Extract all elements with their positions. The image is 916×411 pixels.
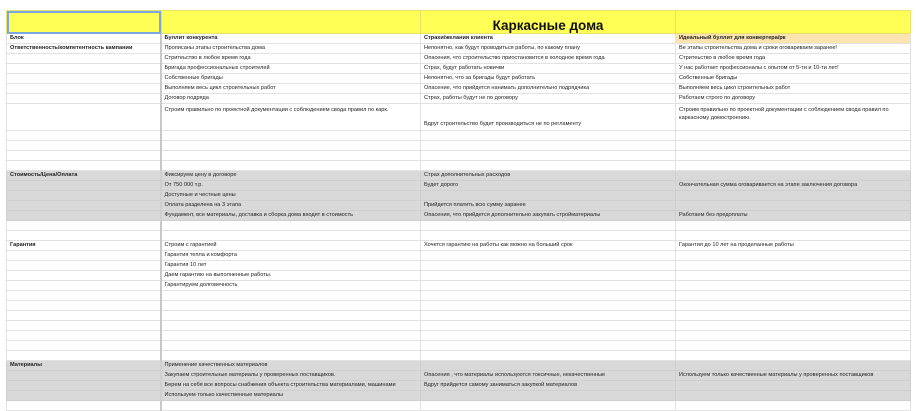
cell[interactable] xyxy=(161,401,421,411)
ideal-cell[interactable]: Строим правильно по проектной документации с соблюдением свода правил по каркасному домостроению. xyxy=(676,104,911,131)
empty-row xyxy=(7,401,911,411)
empty-row xyxy=(7,341,911,351)
empty-row xyxy=(7,231,911,241)
cell[interactable] xyxy=(7,401,161,411)
competitor-cell[interactable]: Используем только качественные материалы xyxy=(161,391,421,401)
empty-row xyxy=(7,311,911,321)
table-row xyxy=(7,381,911,391)
table-row xyxy=(7,211,911,221)
ideal-cell[interactable] xyxy=(676,271,911,281)
empty-row xyxy=(7,321,911,331)
empty-row xyxy=(7,291,911,301)
cell[interactable] xyxy=(676,341,911,351)
sheet-title[interactable]: Каркасные дома xyxy=(421,11,676,34)
competitor-cell[interactable]: Гарантия тепла и комфорта xyxy=(161,251,421,261)
table-row xyxy=(7,44,911,54)
ideal-cell[interactable]: Стритеьство в любое время года xyxy=(676,54,911,64)
cell[interactable] xyxy=(7,74,161,84)
cell[interactable] xyxy=(676,161,911,171)
competitor-cell[interactable]: Стритеьство в любое время года xyxy=(161,54,421,64)
fears-cell[interactable] xyxy=(421,191,676,201)
spreadsheet xyxy=(6,10,910,411)
table-row xyxy=(7,261,911,271)
competitor-cell[interactable]: Строим с гарантией xyxy=(161,241,421,251)
ideal-cell[interactable] xyxy=(676,201,911,211)
cell[interactable] xyxy=(676,11,911,34)
competitor-cell[interactable]: Договор подряда xyxy=(161,94,421,104)
spreadsheet-grid xyxy=(6,10,911,411)
cell[interactable] xyxy=(7,251,161,261)
competitor-cell[interactable]: Применение качественных материалов xyxy=(161,361,421,371)
section-name[interactable]: Стоимость/Цена/Оплата xyxy=(7,171,161,181)
cell[interactable] xyxy=(676,331,911,341)
cell[interactable] xyxy=(421,321,676,331)
cell[interactable] xyxy=(676,351,911,361)
table-row xyxy=(7,191,911,201)
cell[interactable] xyxy=(161,351,421,361)
empty-row xyxy=(7,351,911,361)
cell[interactable] xyxy=(161,301,421,311)
fears-cell[interactable]: Прийдется платить всю сумму заранее xyxy=(421,201,676,211)
ideal-cell[interactable]: Используем только качественные материалы у проверенных поставщиков xyxy=(676,371,911,381)
cell[interactable] xyxy=(7,84,161,94)
title-row xyxy=(7,11,911,34)
ideal-cell[interactable]: У нас работает профессионалы с опытом от 5-ти и 10-ти лет! xyxy=(676,64,911,74)
fears-cell[interactable]: Вдруг строительство будет производиться не по регламенту xyxy=(421,104,676,131)
fears-cell[interactable]: Страх дополнительных расходов xyxy=(421,171,676,181)
cell[interactable] xyxy=(7,64,161,74)
ideal-cell[interactable] xyxy=(676,261,911,271)
competitor-cell[interactable]: Фиксируем цену в договоре xyxy=(161,171,421,181)
cell[interactable] xyxy=(421,331,676,341)
cell[interactable] xyxy=(421,291,676,301)
ideal-cell[interactable] xyxy=(676,191,911,201)
competitor-cell[interactable]: Строим правильно по проектной документации с соблюдением свода правил по карк. xyxy=(161,104,421,131)
cell[interactable] xyxy=(7,391,161,401)
ideal-cell[interactable]: Выполняем весь цикл строительных работ xyxy=(676,84,911,94)
header-fears[interactable]: Страхи/желания клиента xyxy=(421,34,676,44)
ideal-cell[interactable]: Гарантия до 10 лет на проделанные работы xyxy=(676,241,911,251)
table-row xyxy=(7,281,911,291)
fears-cell[interactable]: Будет дорого xyxy=(421,181,676,191)
cell[interactable] xyxy=(161,321,421,331)
cell[interactable] xyxy=(7,271,161,281)
cell[interactable] xyxy=(421,231,676,241)
header-competitor[interactable]: Буллит конкурента xyxy=(161,34,421,44)
table-row xyxy=(7,181,911,191)
section-name[interactable]: Гарантия xyxy=(7,241,161,251)
cell[interactable] xyxy=(7,321,161,331)
cell[interactable] xyxy=(7,331,161,341)
empty-row xyxy=(7,161,911,171)
cell[interactable] xyxy=(7,351,161,361)
section-name[interactable]: Ответственность/компетентность кампании xyxy=(7,44,161,54)
cell[interactable] xyxy=(676,151,911,161)
section-name[interactable]: Материалы xyxy=(7,361,161,371)
cell[interactable] xyxy=(161,141,421,151)
cell[interactable] xyxy=(7,131,161,141)
competitor-cell[interactable]: Фундамент, все материалы, доставка и сборка дома входят в стоимость xyxy=(161,211,421,221)
ideal-cell[interactable] xyxy=(676,391,911,401)
ideal-cell[interactable] xyxy=(676,361,911,371)
cell[interactable] xyxy=(676,131,911,141)
ideal-cell[interactable]: Ве этапы строительства дома и сроки оговариваем заранее! xyxy=(676,44,911,54)
cell[interactable] xyxy=(161,231,421,241)
table-row xyxy=(7,251,911,261)
fears-cell[interactable] xyxy=(421,361,676,371)
competitor-cell[interactable]: Прописаны этапы строительства дома xyxy=(161,44,421,54)
fears-cell[interactable]: Опасения, что строительство приостановится в холодное время года xyxy=(421,54,676,64)
competitor-cell[interactable]: Берем на себя все вопросы снабжения объекта строительства материалами, машинами xyxy=(161,381,421,391)
competitor-cell[interactable]: Бригада профессиональных строителей xyxy=(161,64,421,74)
cell[interactable] xyxy=(676,141,911,151)
cell[interactable] xyxy=(7,54,161,64)
table-row xyxy=(7,94,911,104)
cell[interactable] xyxy=(421,221,676,231)
cell[interactable] xyxy=(161,311,421,321)
cell[interactable] xyxy=(421,151,676,161)
empty-row xyxy=(7,221,911,231)
cell[interactable] xyxy=(161,161,421,171)
cell[interactable] xyxy=(161,11,421,34)
competitor-cell[interactable]: Гарантируем долговечность xyxy=(161,281,421,291)
header-ideal[interactable]: Идеальный буллит для конвертера/рк xyxy=(676,34,911,44)
cell[interactable] xyxy=(7,161,161,171)
cell[interactable] xyxy=(161,131,421,141)
table-row xyxy=(7,391,911,401)
ideal-cell[interactable]: Работаем без предоплаты xyxy=(676,211,911,221)
fears-cell[interactable]: Страх, работы будут не по договору xyxy=(421,94,676,104)
cell[interactable] xyxy=(161,151,421,161)
fears-cell[interactable]: Опасение, что прийдется нанимать дополнительно подрядчика xyxy=(421,84,676,94)
table-row xyxy=(7,54,911,64)
empty-row xyxy=(7,151,911,161)
cell[interactable] xyxy=(7,141,161,151)
cell[interactable] xyxy=(7,221,161,231)
table-row xyxy=(7,104,911,131)
fears-cell[interactable]: Страх, будут работать новички xyxy=(421,64,676,74)
cell[interactable] xyxy=(676,231,911,241)
competitor-cell[interactable]: Гарантия 10 лет xyxy=(161,261,421,271)
table-row xyxy=(7,371,911,381)
cell[interactable] xyxy=(7,191,161,201)
empty-row xyxy=(7,331,911,341)
cell[interactable] xyxy=(7,311,161,321)
table-row xyxy=(7,241,911,251)
cell[interactable] xyxy=(7,291,161,301)
table-row xyxy=(7,271,911,281)
fears-cell[interactable]: Непонятно, как будут проводиться работы, по какому плану xyxy=(421,44,676,54)
ideal-cell[interactable] xyxy=(676,251,911,261)
competitor-cell[interactable]: Даем гарантию на выполненные работы. xyxy=(161,271,421,281)
fears-cell[interactable]: Непонятно, что за бригады будут работать xyxy=(421,74,676,84)
empty-row xyxy=(7,141,911,151)
cell[interactable] xyxy=(161,331,421,341)
cell[interactable] xyxy=(676,221,911,231)
fears-cell[interactable]: Опасения , что материалы используются токсичные, некачественные xyxy=(421,371,676,381)
table-row xyxy=(7,201,911,211)
ideal-cell[interactable]: Окончательная сумма оговаривается на этапе заключения договора xyxy=(676,181,911,191)
selected-cell[interactable] xyxy=(7,11,161,34)
cell[interactable] xyxy=(7,201,161,211)
fears-cell[interactable]: Хочется гарантию на работы как можно на больший срок xyxy=(421,241,676,251)
cell[interactable] xyxy=(7,261,161,271)
cell[interactable] xyxy=(421,161,676,171)
ideal-cell[interactable]: Работаем строго по договору xyxy=(676,94,911,104)
fears-cell[interactable]: Опасения, что прийдется дополнительно закупать стройматериалы xyxy=(421,211,676,221)
ideal-cell[interactable]: Собственные бригады xyxy=(676,74,911,84)
cell[interactable] xyxy=(421,141,676,151)
fears-cell[interactable] xyxy=(421,251,676,261)
fears-cell[interactable] xyxy=(421,391,676,401)
cell[interactable] xyxy=(421,341,676,351)
competitor-cell[interactable]: Закупаем строительные материалы у проверенных поставщиков. xyxy=(161,371,421,381)
empty-row xyxy=(7,131,911,141)
cell[interactable] xyxy=(7,151,161,161)
ideal-cell[interactable] xyxy=(676,171,911,181)
empty-row xyxy=(7,301,911,311)
cell[interactable] xyxy=(7,104,161,131)
cell[interactable] xyxy=(161,341,421,351)
cell[interactable] xyxy=(7,181,161,191)
cell[interactable] xyxy=(7,371,161,381)
ideal-cell[interactable] xyxy=(676,281,911,291)
table-row xyxy=(7,64,911,74)
fears-cell[interactable] xyxy=(421,271,676,281)
cell[interactable] xyxy=(676,311,911,321)
cell[interactable] xyxy=(161,221,421,231)
fears-cell[interactable] xyxy=(421,261,676,271)
table-row xyxy=(7,74,911,84)
cell[interactable] xyxy=(7,281,161,291)
cell[interactable] xyxy=(7,94,161,104)
ideal-cell[interactable] xyxy=(676,381,911,391)
cell[interactable] xyxy=(676,401,911,411)
header-row xyxy=(7,34,911,44)
cell[interactable] xyxy=(7,381,161,391)
cell[interactable] xyxy=(421,301,676,311)
cell[interactable] xyxy=(7,301,161,311)
table-row xyxy=(7,361,911,371)
cell[interactable] xyxy=(676,301,911,311)
header-block[interactable]: Блок xyxy=(7,34,161,44)
cell[interactable] xyxy=(7,231,161,241)
competitor-cell[interactable]: Оплата разделена на 3 этапа xyxy=(161,201,421,211)
competitor-cell[interactable]: Собственные бригады xyxy=(161,74,421,84)
cell[interactable] xyxy=(421,131,676,141)
competitor-cell[interactable]: От 750 000 т.р. xyxy=(161,181,421,191)
cell[interactable] xyxy=(7,211,161,221)
table-row xyxy=(7,171,911,181)
competitor-cell[interactable]: Доступные и честные цены xyxy=(161,191,421,201)
cell[interactable] xyxy=(676,291,911,301)
cell[interactable] xyxy=(421,311,676,321)
table-row xyxy=(7,84,911,94)
cell[interactable] xyxy=(421,351,676,361)
fears-cell[interactable] xyxy=(421,281,676,291)
cell[interactable] xyxy=(7,341,161,351)
cell[interactable] xyxy=(421,401,676,411)
cell[interactable] xyxy=(676,321,911,331)
fears-cell[interactable]: Вдруг прийдется самому заниматься закупкой материалов xyxy=(421,381,676,391)
cell[interactable] xyxy=(161,291,421,301)
competitor-cell[interactable]: Выполняем весь цикл строительных работ xyxy=(161,84,421,94)
